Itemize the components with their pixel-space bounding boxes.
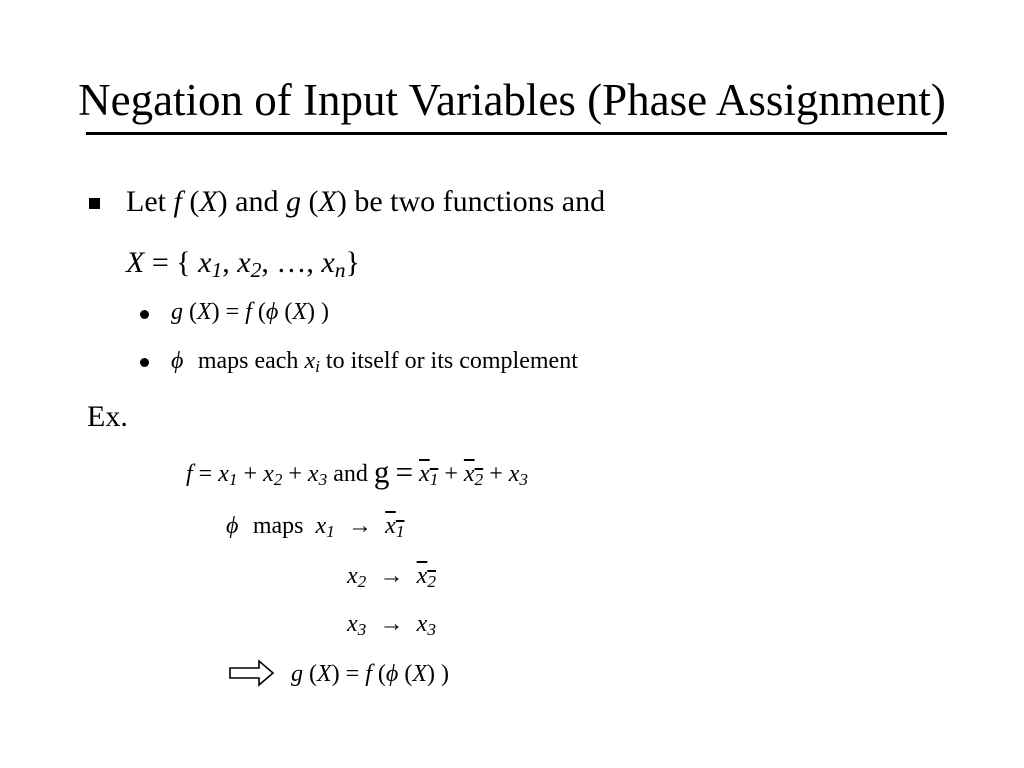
mapping-row-3	[347, 608, 436, 646]
g-symbol: g	[171, 299, 183, 325]
mapping-row-2	[347, 560, 436, 598]
title-underline	[86, 132, 947, 135]
sub-bullet-phi	[171, 345, 578, 383]
x-symbol: X	[412, 661, 427, 687]
x-variable: x	[416, 611, 428, 637]
x-variable: x	[198, 246, 212, 279]
equals-sign: =	[151, 246, 169, 279]
open-brace: {	[176, 246, 191, 279]
f-symbol: f	[245, 299, 252, 325]
subscript: 3	[427, 619, 436, 639]
x-variable: x	[263, 461, 274, 487]
equals-sign: =	[395, 454, 414, 490]
x-variable: x	[304, 348, 316, 374]
maps-word: maps	[252, 513, 304, 539]
dot-bullet-icon	[140, 358, 149, 367]
subscript: 2	[250, 257, 262, 282]
x-variable: x	[315, 513, 327, 539]
x-variable: x	[307, 461, 319, 487]
close-brace: }	[345, 246, 360, 279]
sub-bullet-definition: g (X) = f (ϕ (X) )	[171, 299, 329, 325]
f-symbol: f	[173, 185, 182, 218]
subscript: 1	[211, 257, 223, 282]
x-variable: x	[321, 246, 335, 279]
right-arrow-icon: →	[379, 611, 404, 637]
complemented-variable: $x_1$	[419, 461, 439, 489]
x-symbol: X	[318, 185, 337, 218]
complemented-variable: $x_2$	[463, 461, 484, 489]
ellipsis: , …,	[261, 246, 322, 279]
complement-text: to itself or its complement	[325, 348, 578, 374]
x-variable: x	[508, 461, 520, 487]
x-symbol: X	[199, 185, 218, 218]
implies-arrow-icon	[229, 659, 275, 687]
phi-symbol: ϕ	[171, 348, 184, 374]
conclusion-equation: g (X) = f (ϕ (X) )	[291, 661, 449, 687]
x-symbol: X	[197, 299, 212, 325]
maps-each-text: maps each	[197, 348, 299, 374]
plus-sign: +	[444, 461, 458, 487]
subscript: 3	[318, 469, 328, 489]
g-symbol: g	[373, 454, 390, 490]
equals-sign: =	[225, 299, 240, 325]
let-word: Let	[126, 185, 166, 218]
set-definition: X = { $x_1$, $x_2$, …, $x_n$}	[126, 246, 360, 282]
x-variable: x	[347, 611, 358, 637]
f-symbol: f	[186, 461, 193, 487]
x-variable: x	[218, 461, 229, 487]
and-word: and	[235, 185, 279, 218]
plus-sign: +	[489, 461, 503, 487]
complemented-variable: $x_2$	[416, 563, 436, 591]
subscript: n	[334, 257, 346, 282]
equals-sign: =	[198, 461, 213, 487]
subscript: 1	[228, 469, 238, 489]
slide-title: Negation of Input Variables (Phase Assignment)	[78, 75, 946, 125]
subscript: 3	[357, 619, 367, 639]
subscript: 3	[519, 469, 529, 489]
x-variable: x	[237, 246, 251, 279]
subscript: i	[315, 356, 320, 376]
and-word: and	[333, 461, 368, 487]
subscript: 2	[273, 469, 283, 489]
equals-sign: =	[345, 661, 360, 687]
subscript: 1	[326, 521, 335, 541]
f-symbol: f	[365, 661, 372, 687]
subscript: 2	[357, 571, 367, 591]
plus-sign: +	[243, 461, 258, 487]
dot-bullet-icon	[140, 310, 149, 319]
phi-symbol: ϕ	[265, 299, 279, 325]
square-bullet-icon	[89, 198, 100, 209]
g-symbol: g	[291, 661, 303, 687]
bullet-tail-text: be two functions and	[354, 185, 606, 218]
x-symbol: X	[317, 661, 332, 687]
right-arrow-icon: →	[347, 513, 372, 539]
right-arrow-icon: →	[379, 563, 404, 589]
complemented-variable: $x_1$	[385, 513, 405, 541]
example-equation	[186, 454, 529, 496]
x-symbol: X	[292, 299, 307, 325]
plus-sign: +	[288, 461, 302, 487]
bullet-let-functions: Let f (X) and g (X) be two functions and	[126, 185, 606, 218]
g-symbol: g	[285, 185, 301, 218]
phi-symbol: ϕ	[385, 661, 399, 687]
mapping-row-1	[226, 510, 404, 548]
phi-symbol: ϕ	[226, 513, 239, 539]
x-symbol: X	[126, 246, 145, 279]
example-label: Ex.	[87, 400, 128, 433]
x-variable: x	[347, 563, 358, 589]
